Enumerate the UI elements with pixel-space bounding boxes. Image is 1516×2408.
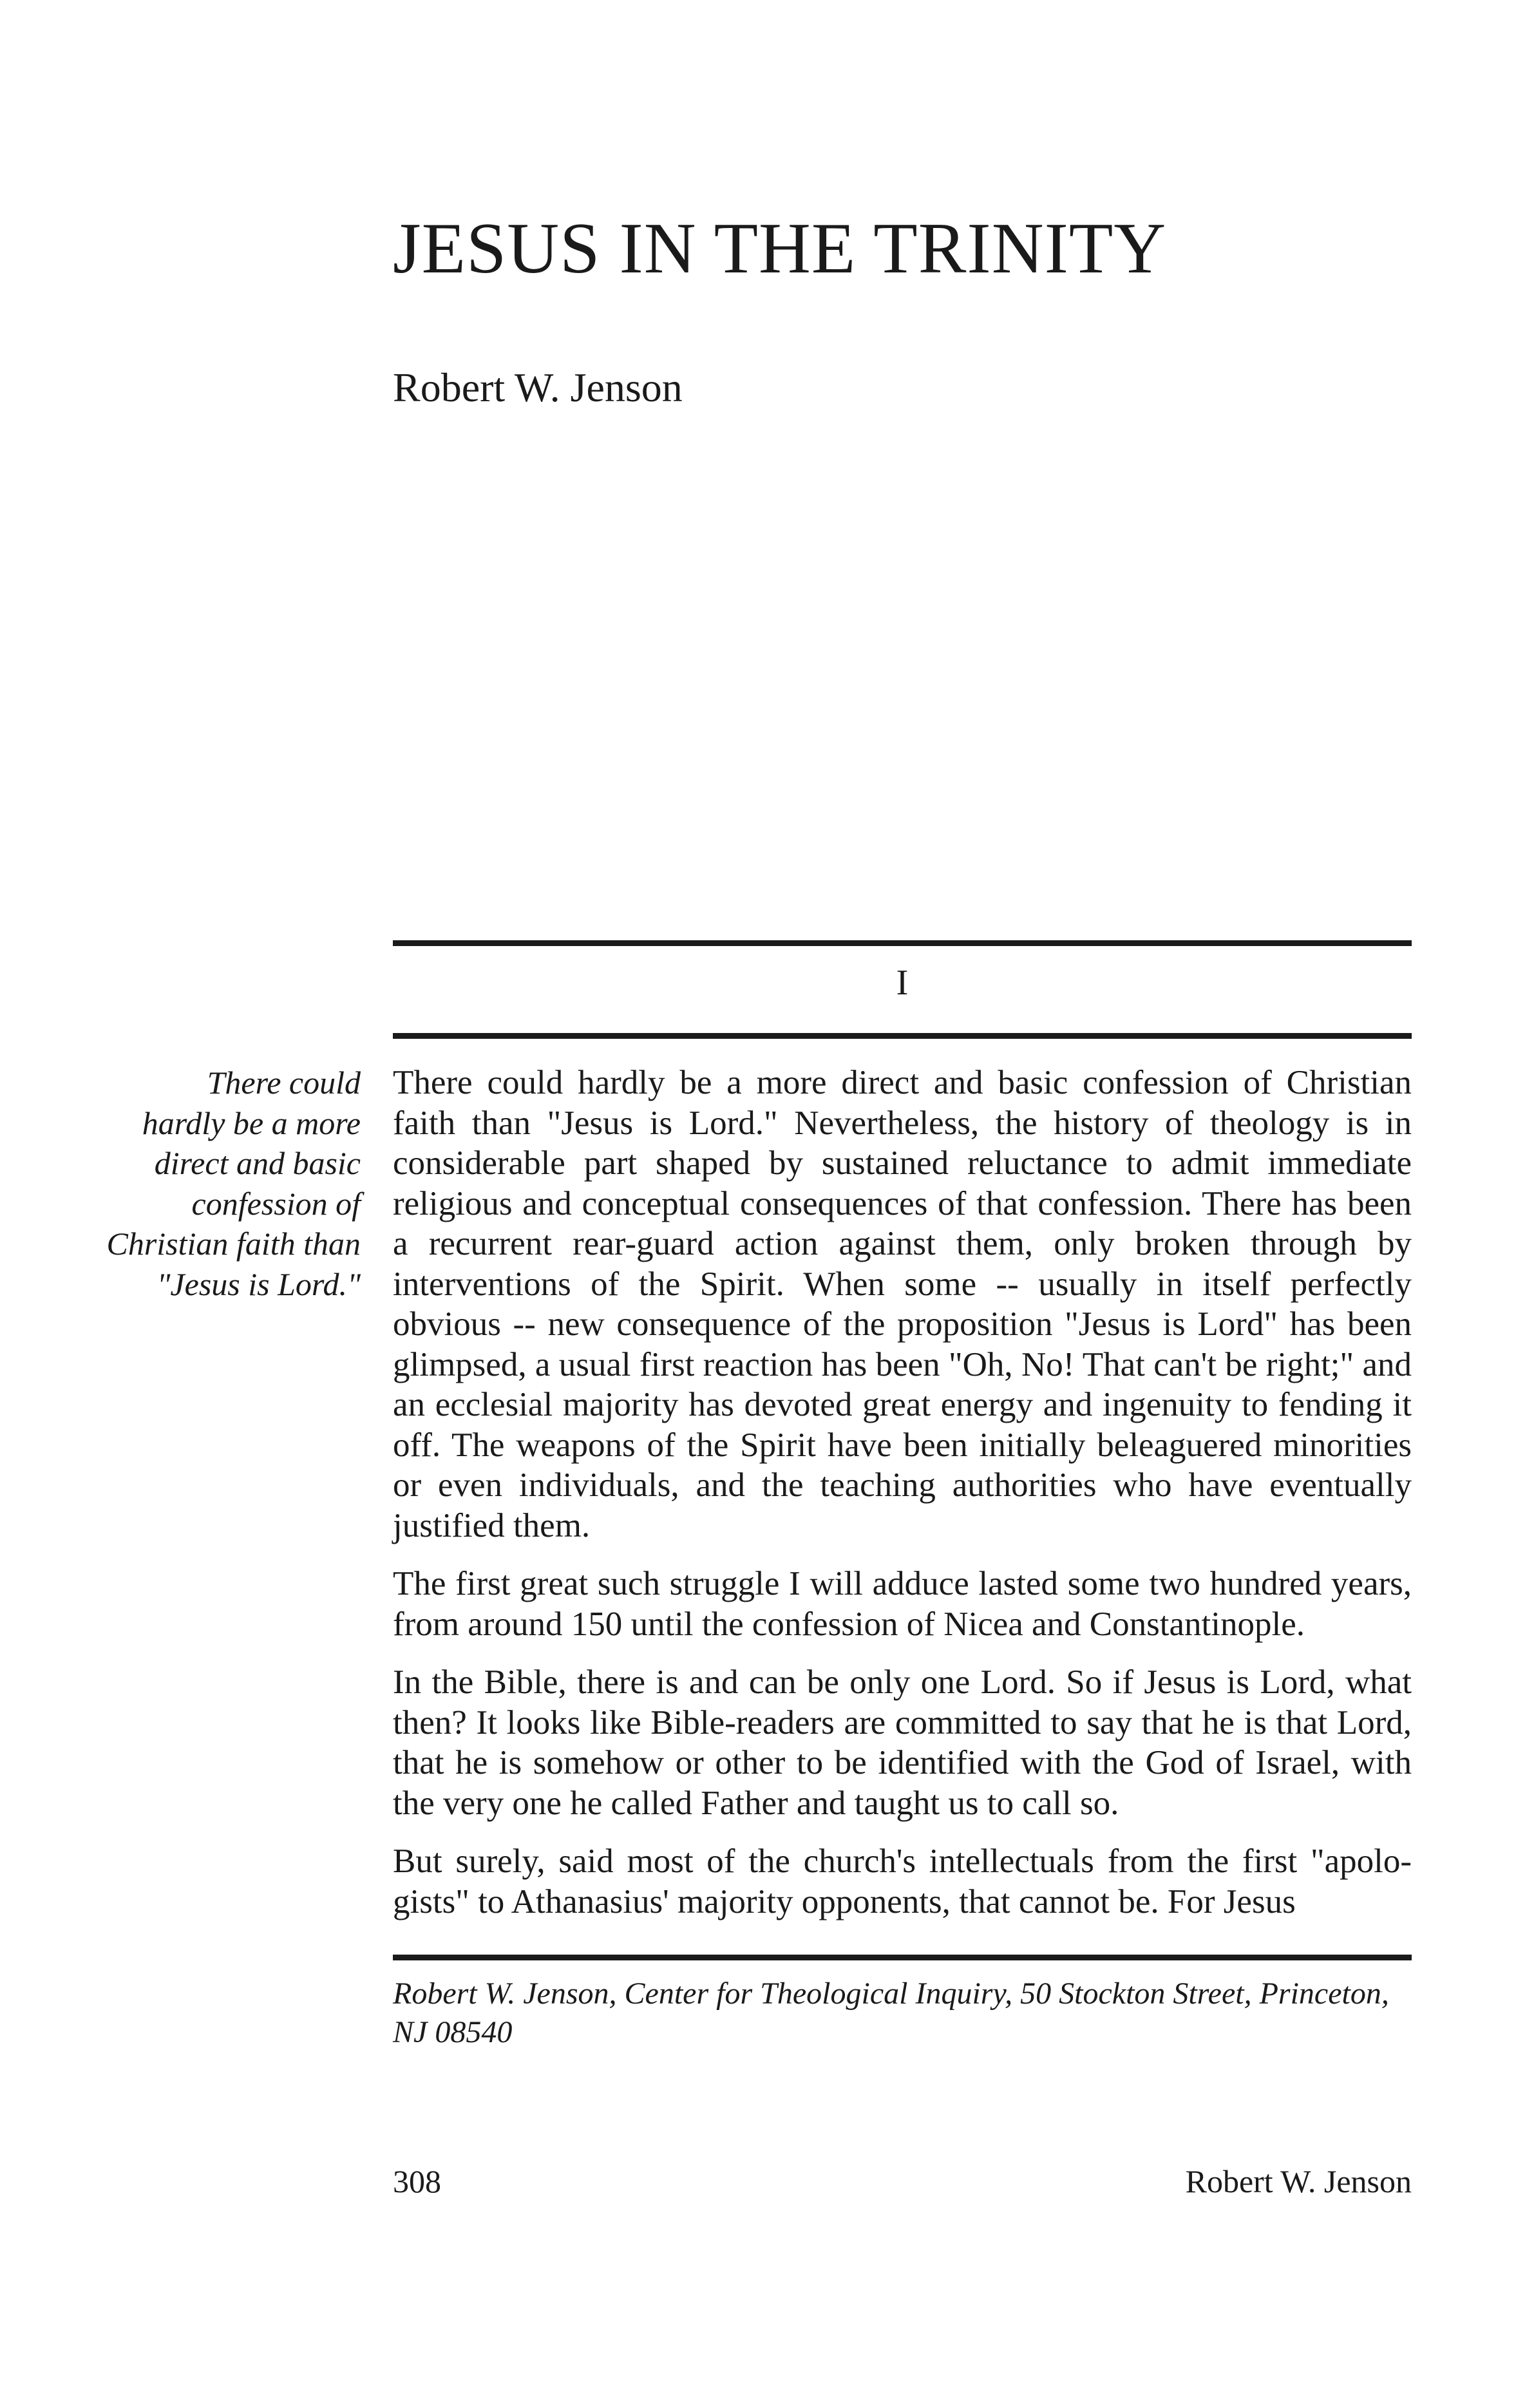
running-footer-author: Robert W. Jenson	[1185, 2163, 1412, 2199]
pullquote-line: hardly be a more	[142, 1104, 361, 1141]
body-paragraph: In the Bible, there is and can be only one Lord. So if Jesus is Lord, what then? It looks like Bible-readers are committed to say that he is that Lord, that he is somehow or other to be identified with the God of Israel, with the very one he called Father and taught us to call so.	[393, 1664, 1412, 1822]
pullquote-line: "Jesus is Lord."	[156, 1266, 361, 1302]
body-paragraph: But surely, said most of the church's intellectuals from the first "apologists" to Athanasius' majority opponents, that cannot be. For Jesus	[393, 1843, 1412, 1920]
section-rule-bottom	[393, 1033, 1412, 1039]
section-number: I	[896, 963, 909, 1003]
pullquote-line: Christian faith than	[106, 1226, 361, 1262]
body-text	[393, 1063, 1412, 1940]
body-paragraph: The first great such struggle I will adduce lasted some two hundred years, from around 150 until the confession of Nicea and Constantinople.	[393, 1565, 1412, 1643]
page-number: 308	[393, 2163, 441, 2199]
article-title: JESUS IN THE TRINITY	[393, 209, 1167, 289]
pullquote-line: confession of	[191, 1185, 361, 1222]
author-affiliation-footnote: Robert W. Jenson, Center for Theological Inquiry, 50 Stockton Street, Princeton, NJ 08540	[393, 1977, 1389, 2049]
article-author: Robert W. Jenson	[393, 365, 683, 410]
pullquote-line: direct and basic	[154, 1145, 361, 1181]
pullquote	[77, 1063, 361, 1304]
body-paragraph: There could hardly be a more direct and basic confession of Christian faith than "Jesus is Lord." Nevertheless, the history of theology is in considerable part shaped by sustained reluctance to admit immediate religious and conceptual consequences of that confession. There has been a recurrent rear-guard action against them, only broken through by interventions of the Spirit. When some -- usually in itself perfectly obvious -- new consequence of the proposition "Jesus is Lord" has been glimpsed, a usual first reaction has been "Oh, No! That can't be right;" and an ecclesial majority has devoted great energy and ingenuity to fending it off. The weapons of the Spirit have been initially beleaguered minorities or even individuals, and the teaching authorities who have eventually justified them.	[393, 1064, 1412, 1544]
section-rule-top	[393, 940, 1412, 946]
pullquote-line: There could	[207, 1065, 361, 1101]
footnote-rule	[393, 1955, 1412, 1960]
